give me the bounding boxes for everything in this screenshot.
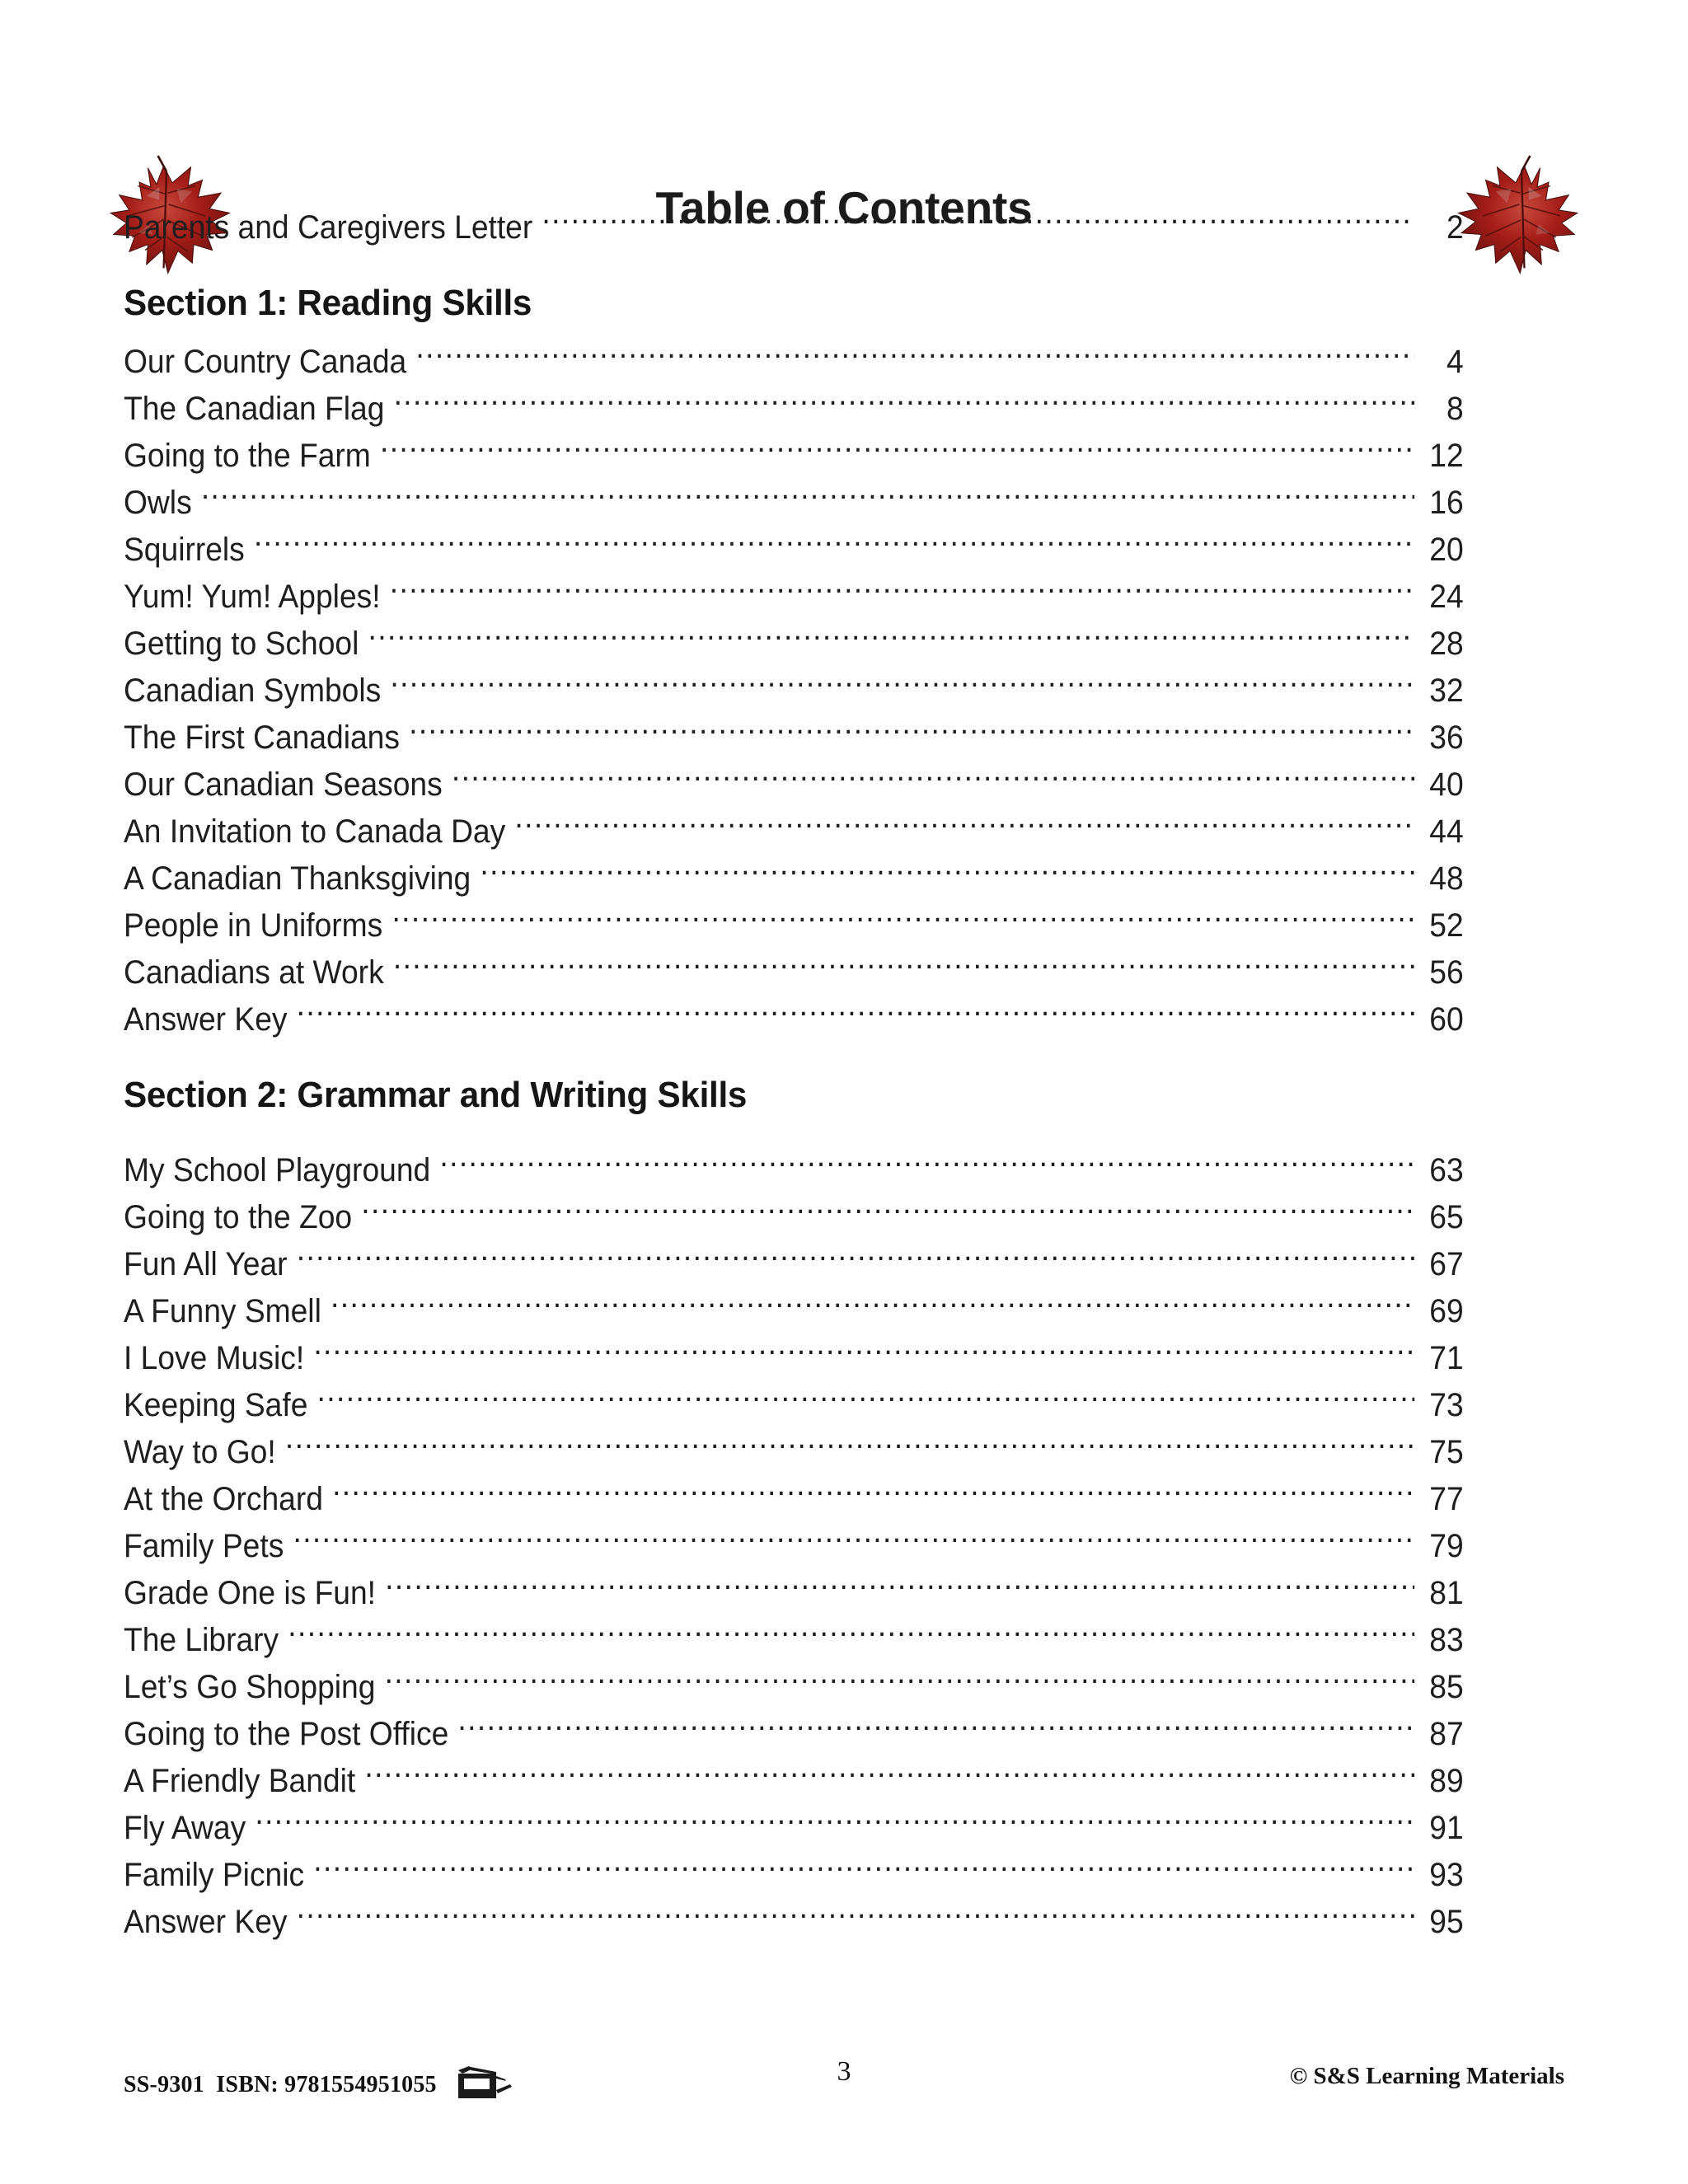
- toc-entry-page: 91: [1429, 1810, 1464, 1846]
- toc-entry-title: Going to the Post Office: [124, 1716, 449, 1752]
- toc-entry-title: Our Canadian Seasons: [124, 766, 443, 803]
- toc-leader-dots: [385, 1571, 1414, 1604]
- toc-entry-title: A Friendly Bandit: [124, 1763, 356, 1799]
- toc-entry-page: 16: [1429, 485, 1464, 521]
- toc-entry[interactable]: [124, 386, 1464, 433]
- toc-entry[interactable]: [124, 204, 1464, 251]
- toc-entry-page: 93: [1429, 1857, 1464, 1893]
- page-footer: [124, 2056, 1564, 2106]
- toc-entry-title: The First Canadians: [124, 719, 400, 756]
- toc-entry[interactable]: [124, 339, 1464, 386]
- toc-entry-page: 4: [1446, 344, 1464, 380]
- toc-entry[interactable]: [124, 1617, 1464, 1664]
- toc-entry-page: 28: [1429, 626, 1464, 662]
- footer-page-number: 3: [837, 2056, 851, 2087]
- toc-leader-dots: [380, 434, 1414, 466]
- toc-leader-dots: [255, 1806, 1414, 1839]
- toc-entry-title: Canadian Symbols: [124, 673, 382, 709]
- toc-entry-title: Squirrels: [124, 532, 245, 568]
- spacer: [124, 1043, 1564, 1071]
- toc-entry-page: 12: [1429, 438, 1464, 474]
- toc-leader-dots: [361, 1195, 1414, 1228]
- toc-leader-dots: [332, 1477, 1414, 1510]
- toc-entry[interactable]: [124, 574, 1464, 621]
- toc-entry-page: 75: [1429, 1434, 1464, 1470]
- toc-entry[interactable]: [124, 668, 1464, 715]
- toc-entry-page: 36: [1429, 719, 1464, 756]
- toc-entry-page: 77: [1429, 1481, 1464, 1517]
- spacer: [124, 251, 1564, 279]
- toc-leader-dots: [394, 387, 1415, 419]
- section-heading-1: Section 1: Reading Skills: [124, 283, 532, 323]
- toc-entry[interactable]: [124, 1429, 1464, 1476]
- toc-leader-dots: [415, 340, 1414, 373]
- toc-entry-page: 44: [1429, 813, 1464, 850]
- toc-entry[interactable]: [124, 996, 1464, 1043]
- toc-entry[interactable]: [124, 1899, 1464, 1946]
- toc-leader-dots: [392, 903, 1414, 936]
- toc-leader-dots: [297, 1242, 1414, 1275]
- toc-leader-dots: [542, 205, 1414, 238]
- toc-leader-dots: [297, 1900, 1414, 1933]
- toc-entry-page: 24: [1429, 579, 1464, 615]
- toc-entry-page: 89: [1429, 1763, 1464, 1799]
- toc-entry-page: 40: [1429, 766, 1464, 803]
- toc-entry-title: An Invitation to Canada Day: [124, 813, 506, 850]
- toc-leader-dots: [390, 668, 1414, 701]
- toc-entry[interactable]: [124, 621, 1464, 668]
- toc-entry-title: Yum! Yum! Apples!: [124, 579, 381, 615]
- toc-entry-title: Owls: [124, 485, 192, 521]
- toc-leader-dots: [452, 762, 1414, 795]
- toc-entry[interactable]: [124, 1758, 1464, 1805]
- toc-entry-title: The Library: [124, 1622, 279, 1658]
- toc-entry-title: A Funny Smell: [124, 1293, 321, 1329]
- toc-entry[interactable]: [124, 1852, 1464, 1899]
- toc-leader-dots: [297, 997, 1414, 1030]
- toc-entry-page: 65: [1429, 1199, 1464, 1235]
- toc-entry-title: I Love Music!: [124, 1340, 305, 1376]
- toc-entry-page: 2: [1446, 209, 1464, 246]
- toc-leader-dots: [293, 1524, 1414, 1557]
- toc-entry[interactable]: [124, 855, 1464, 902]
- toc-entry-title: The Canadian Flag: [124, 391, 385, 427]
- toc-entry[interactable]: [124, 715, 1464, 762]
- toc-entry-title: Keeping Safe: [124, 1387, 308, 1423]
- toc-entry-page: 85: [1429, 1669, 1464, 1705]
- toc-leader-dots: [385, 1665, 1415, 1698]
- toc-entry[interactable]: [124, 433, 1464, 480]
- toc-leader-dots: [285, 1430, 1414, 1463]
- spacer: [124, 327, 1564, 339]
- toc-entry-page: 79: [1429, 1528, 1464, 1564]
- page-title: Table of Contents: [655, 182, 1033, 233]
- toc-entry-page: 20: [1429, 532, 1464, 568]
- toc-entry-title: Parents and Caregivers Letter: [124, 209, 533, 246]
- toc-entry-title: Answer Key: [124, 1904, 288, 1940]
- toc-entry[interactable]: [124, 1241, 1464, 1288]
- toc-entry[interactable]: [124, 1194, 1464, 1241]
- toc-entry[interactable]: [124, 1476, 1464, 1523]
- toc-entry[interactable]: [124, 1147, 1464, 1194]
- toc-entry-page: 87: [1429, 1716, 1464, 1752]
- toc-entry[interactable]: [124, 1805, 1464, 1852]
- toc-entry-page: 52: [1429, 907, 1464, 944]
- toc-leader-dots: [390, 574, 1414, 607]
- toc-leader-dots: [331, 1289, 1414, 1322]
- toc-entry-title: Going to the Zoo: [124, 1199, 353, 1235]
- toc-entry-title: Answer Key: [124, 1001, 288, 1038]
- toc-leader-dots: [457, 1712, 1414, 1745]
- toc-entry[interactable]: [124, 762, 1464, 808]
- toc-entry-title: People in Uniforms: [124, 907, 383, 944]
- product-code-isbn: SS-9301 ISBN: 9781554951055: [124, 2071, 437, 2097]
- toc-entry-title: Going to the Farm: [124, 438, 371, 474]
- toc-entry[interactable]: [124, 527, 1464, 574]
- toc-entry-page: 56: [1429, 954, 1464, 991]
- toc-entry[interactable]: [124, 1570, 1464, 1617]
- toc-entry-title: My School Playground: [124, 1152, 431, 1188]
- toc-entry[interactable]: [124, 1711, 1464, 1758]
- toc-entry-page: 67: [1429, 1246, 1464, 1282]
- toc-leader-dots: [288, 1618, 1414, 1651]
- toc-entry[interactable]: [124, 1335, 1464, 1382]
- copyright-notice: © S&S Learning Materials: [1289, 2063, 1564, 2089]
- toc-entry-title: Family Pets: [124, 1528, 284, 1564]
- toc-entry[interactable]: [124, 480, 1464, 527]
- toc-entry-title: Fly Away: [124, 1810, 246, 1846]
- toc-entry-title: Family Picnic: [124, 1857, 305, 1893]
- toc-entry-page: 60: [1429, 1001, 1464, 1038]
- toc-entry-page: 63: [1429, 1152, 1464, 1188]
- toc-entry[interactable]: [124, 949, 1464, 996]
- toc-entry-page: 73: [1429, 1387, 1464, 1423]
- toc-entry[interactable]: [124, 902, 1464, 949]
- toc-entry[interactable]: [124, 1288, 1464, 1335]
- toc-entry-page: 81: [1429, 1575, 1464, 1611]
- toc-leader-dots: [317, 1383, 1415, 1416]
- toc-leader-dots: [364, 1759, 1414, 1792]
- toc-leader-dots: [514, 809, 1414, 842]
- toc-entry-page: 83: [1429, 1622, 1464, 1658]
- toc-entry-title: Our Country Canada: [124, 344, 407, 380]
- toc-entry-page: 48: [1429, 860, 1464, 897]
- toc-entry-title: Grade One is Fun!: [124, 1575, 377, 1611]
- toc-entry[interactable]: [124, 808, 1464, 855]
- toc-entry-page: 32: [1429, 673, 1464, 709]
- spacer: [124, 1119, 1564, 1147]
- toc-leader-dots: [254, 527, 1414, 560]
- toc-leader-dots: [480, 856, 1414, 889]
- toc-entry[interactable]: [124, 1382, 1464, 1429]
- toc-leader-dots: [201, 480, 1414, 513]
- toc-leader-dots: [313, 1853, 1414, 1886]
- toc-entry[interactable]: [124, 1523, 1464, 1570]
- toc-entry-title: Canadians at Work: [124, 954, 384, 991]
- toc-leader-dots: [439, 1148, 1414, 1181]
- toc-entry-title: Way to Go!: [124, 1434, 276, 1470]
- toc-entry[interactable]: [124, 1664, 1464, 1711]
- toc-leader-dots: [313, 1336, 1414, 1369]
- table-of-contents: [124, 204, 1564, 1946]
- toc-entry-page: 8: [1446, 391, 1464, 427]
- toc-entry-page: 95: [1429, 1904, 1464, 1940]
- section-heading-2: Section 2: Grammar and Writing Skills: [124, 1075, 748, 1115]
- toc-entry-title: A Canadian Thanksgiving: [124, 860, 471, 897]
- toc-leader-dots: [368, 621, 1415, 654]
- toc-leader-dots: [409, 715, 1414, 748]
- toc-entry-title: At the Orchard: [124, 1481, 323, 1517]
- toc-entry-page: 69: [1429, 1293, 1464, 1329]
- toc-entry-title: Getting to School: [124, 626, 359, 662]
- toc-leader-dots: [393, 950, 1414, 983]
- toc-entry-page: 71: [1429, 1340, 1464, 1376]
- toc-entry-title: Let’s Go Shopping: [124, 1669, 376, 1705]
- toc-entry-title: Fun All Year: [124, 1246, 288, 1282]
